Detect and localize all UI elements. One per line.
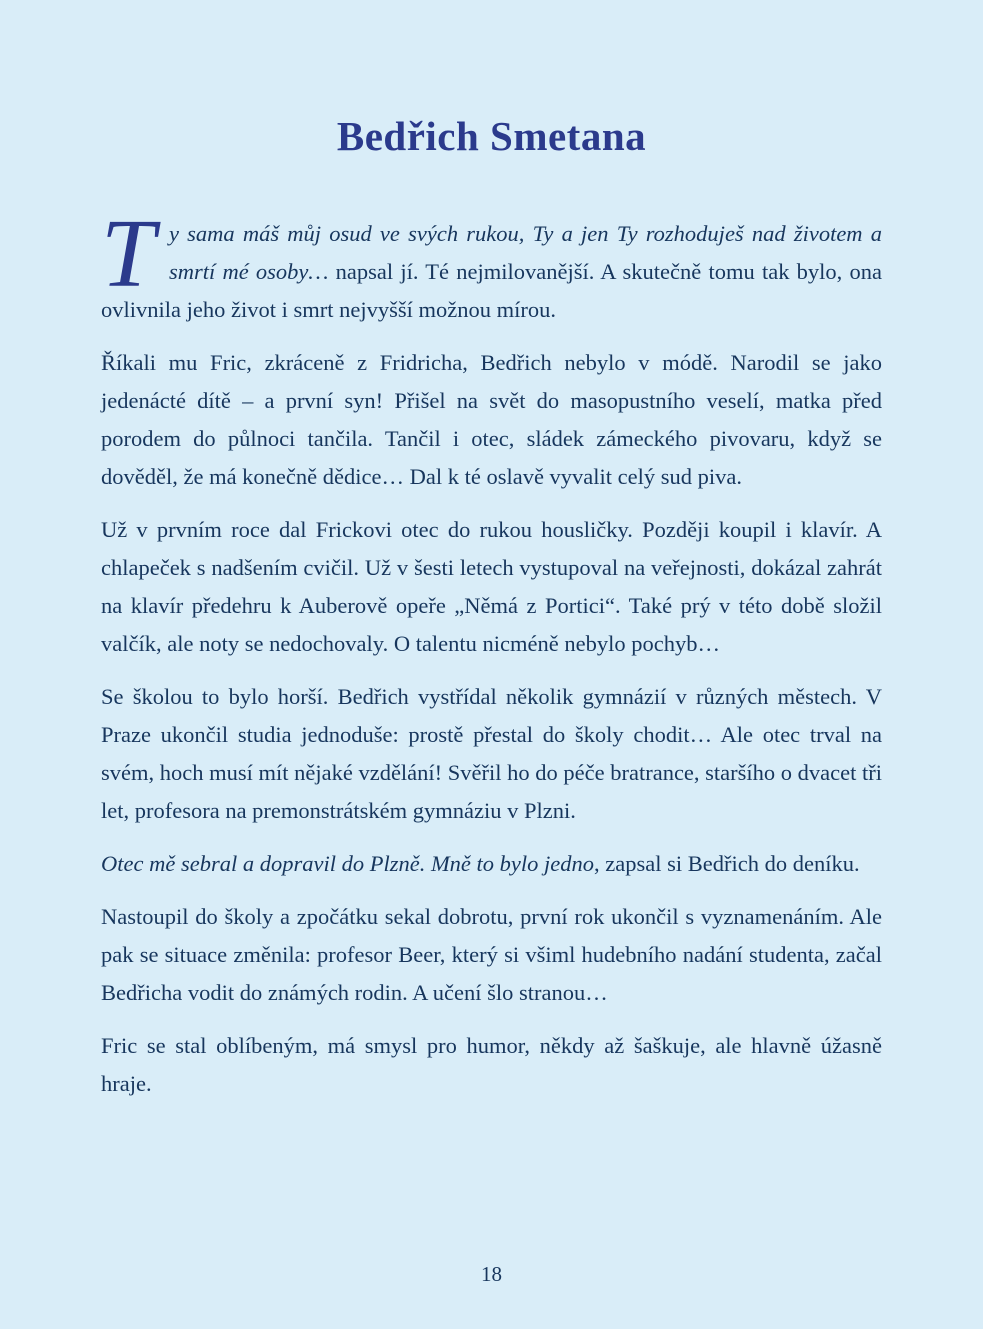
- text-run: Se školou to bylo horší. Bedřich vystřídal několik gymnázií v různých městech. V Praze ukončil studia jednoduše: prostě přestal do školy chodit… Ale otec trval na svém, hoch musí mít nějaké vzdělání! Svěřil ho do péče bratrance, staršího o dvacet tři let, profesora na premonstrátském gymnáziu v Plzni.: [101, 684, 882, 823]
- text-run: napsal jí. Té nejmilovanější. A skutečně tomu tak bylo, ona ovlivnila jeho život i smrt nejvyšší možnou mírou.: [101, 259, 882, 322]
- text-run: Už v prvním roce dal Frickovi otec do rukou housličky. Později koupil i klavír. A chlapeček s nadšením cvičil. Už v šesti letech vystupoval na veřejnosti, dokázal zahrát na klavír předehru k Auberově opeře „Němá z Portici“. Také prý v této době složil valčík, ale noty se nedochovaly. O talentu nicméně nebylo pochyb…: [101, 517, 882, 656]
- paragraph: [101, 344, 882, 496]
- paragraph: [101, 511, 882, 663]
- paragraph: [101, 845, 882, 883]
- italic-text-run: Otec mě sebral a dopravil do Plzně. Mně to bylo jedno: [101, 851, 595, 876]
- text-run: Nastoupil do školy a zpočátku sekal dobrotu, první rok ukončil s vyznamenáním. Ale pak se situace změnila: profesor Beer, který si všiml hudebního nadání studenta, začal Bedřicha vodit do známých rodin. A učení šlo stranou…: [101, 904, 882, 1005]
- text-run: , zapsal si Bedřich do deníku.: [594, 851, 860, 876]
- text-run: Říkali mu Fric, zkráceně z Fridricha, Bedřich nebylo v módě. Narodil se jako jedenácté dítě – a první syn! Přišel na svět do masopustního veselí, matka před porodem do půlnoci tančila. Tančil i otec, sládek zámeckého pivovaru, když se dověděl, že má konečně dědice… Dal k té oslavě vyvalit celý sud piva.: [101, 350, 882, 489]
- body-text: [101, 200, 882, 1103]
- text-run: Fric se stal oblíbeným, má smysl pro humor, někdy až šaškuje, ale hlavně úžasně hraje.: [101, 1033, 882, 1096]
- dropcap-letter: T: [101, 200, 155, 307]
- italic-text-run: y sama máš můj osud ve svých rukou, Ty a jen Ty rozhoduješ nad životem a smrtí mé osoby…: [168, 221, 882, 284]
- paragraph: [101, 898, 882, 1012]
- page-number: 18: [481, 1262, 502, 1286]
- paragraph: [101, 678, 882, 830]
- paragraph: [101, 200, 882, 329]
- paragraph: [101, 1027, 882, 1103]
- page-title: Bedřich Smetana: [336, 113, 647, 159]
